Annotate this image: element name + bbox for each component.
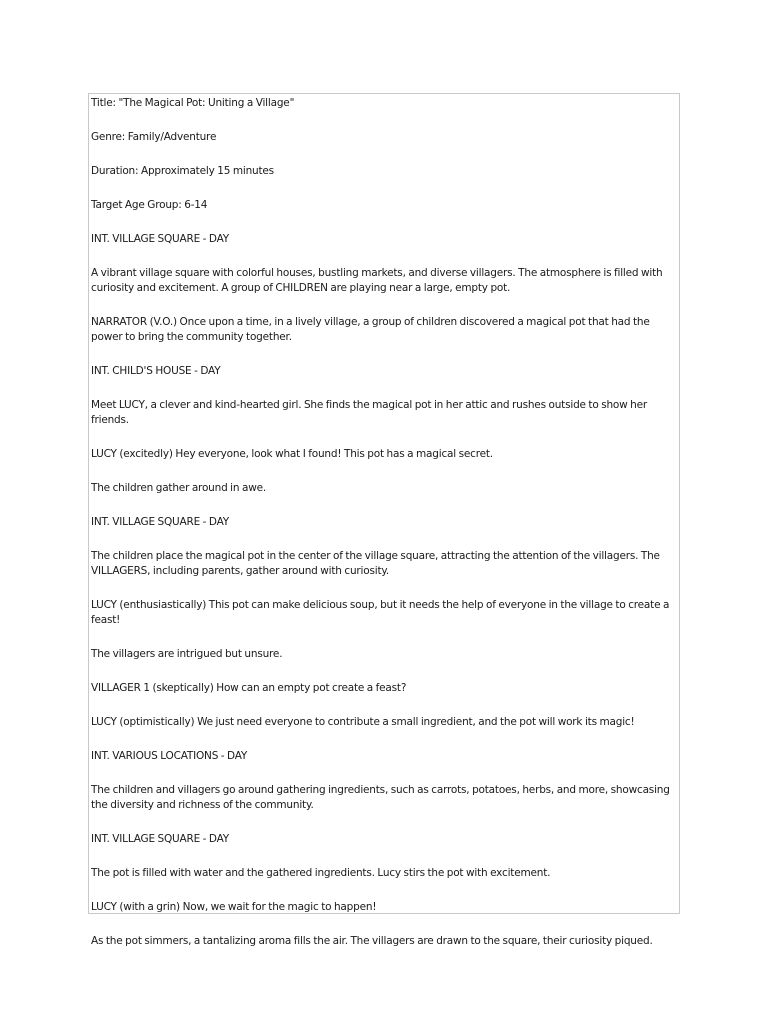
action-paragraph: The pot is filled with water and the gathered ingredients. Lucy stirs the pot with excitement.	[91, 867, 551, 879]
scene-heading: INT. VILLAGE SQUARE - DAY	[91, 833, 229, 845]
dialogue-line: LUCY (with a grin) Now, we wait for the magic to happen!	[91, 901, 377, 913]
action-paragraph: The villagers are intrigued but unsure.	[91, 648, 283, 660]
action-paragraph: As the pot simmers, a tantalizing aroma fills the air. The villagers are drawn to the square, their curiosity piqued.	[91, 935, 653, 947]
dialogue-line: LUCY (enthusiastically) This pot can make delicious soup, but it needs the help of everyone in the village to create a feast!	[91, 599, 670, 626]
action-paragraph: The children gather around in awe.	[91, 482, 267, 494]
scene-heading: INT. VARIOUS LOCATIONS - DAY	[91, 750, 248, 762]
target-age-line: Target Age Group: 6-14	[91, 199, 208, 211]
scene-heading: INT. VILLAGE SQUARE - DAY	[91, 233, 229, 245]
narrator-line: NARRATOR (V.O.) Once upon a time, in a lively village, a group of children discovered a magical pot that had the power to bring the community together.	[91, 316, 650, 343]
title-line: Title: "The Magical Pot: Uniting a Village"	[91, 97, 295, 109]
screenplay-text-box	[88, 93, 680, 947]
action-paragraph: The children place the magical pot in the center of the village square, attracting the attention of the villagers. The VILLAGERS, including parents, gather around with curiosity.	[91, 550, 660, 577]
duration-line: Duration: Approximately 15 minutes	[91, 165, 274, 177]
dialogue-line: LUCY (excitedly) Hey everyone, look what I found! This pot has a magical secret.	[91, 448, 493, 460]
action-paragraph: A vibrant village square with colorful houses, bustling markets, and diverse villagers. The atmosphere is filled with curiosity and excitement. A group of CHILDREN are playing near a large, empty pot.	[91, 267, 663, 294]
dialogue-line: VILLAGER 1 (skeptically) How can an empty pot create a feast?	[91, 682, 407, 694]
scene-heading: INT. VILLAGE SQUARE - DAY	[91, 516, 229, 528]
action-paragraph: Meet LUCY, a clever and kind-hearted girl. She finds the magical pot in her attic and rushes outside to show her friends.	[91, 399, 648, 426]
action-paragraph: The children and villagers go around gathering ingredients, such as carrots, potatoes, herbs, and more, showcasing the diversity and richness of the community.	[91, 784, 670, 811]
genre-line: Genre: Family/Adventure	[91, 131, 217, 143]
scene-heading: INT. CHILD'S HOUSE - DAY	[91, 365, 221, 377]
dialogue-line: LUCY (optimistically) We just need everyone to contribute a small ingredient, and the pot will work its magic!	[91, 716, 635, 728]
